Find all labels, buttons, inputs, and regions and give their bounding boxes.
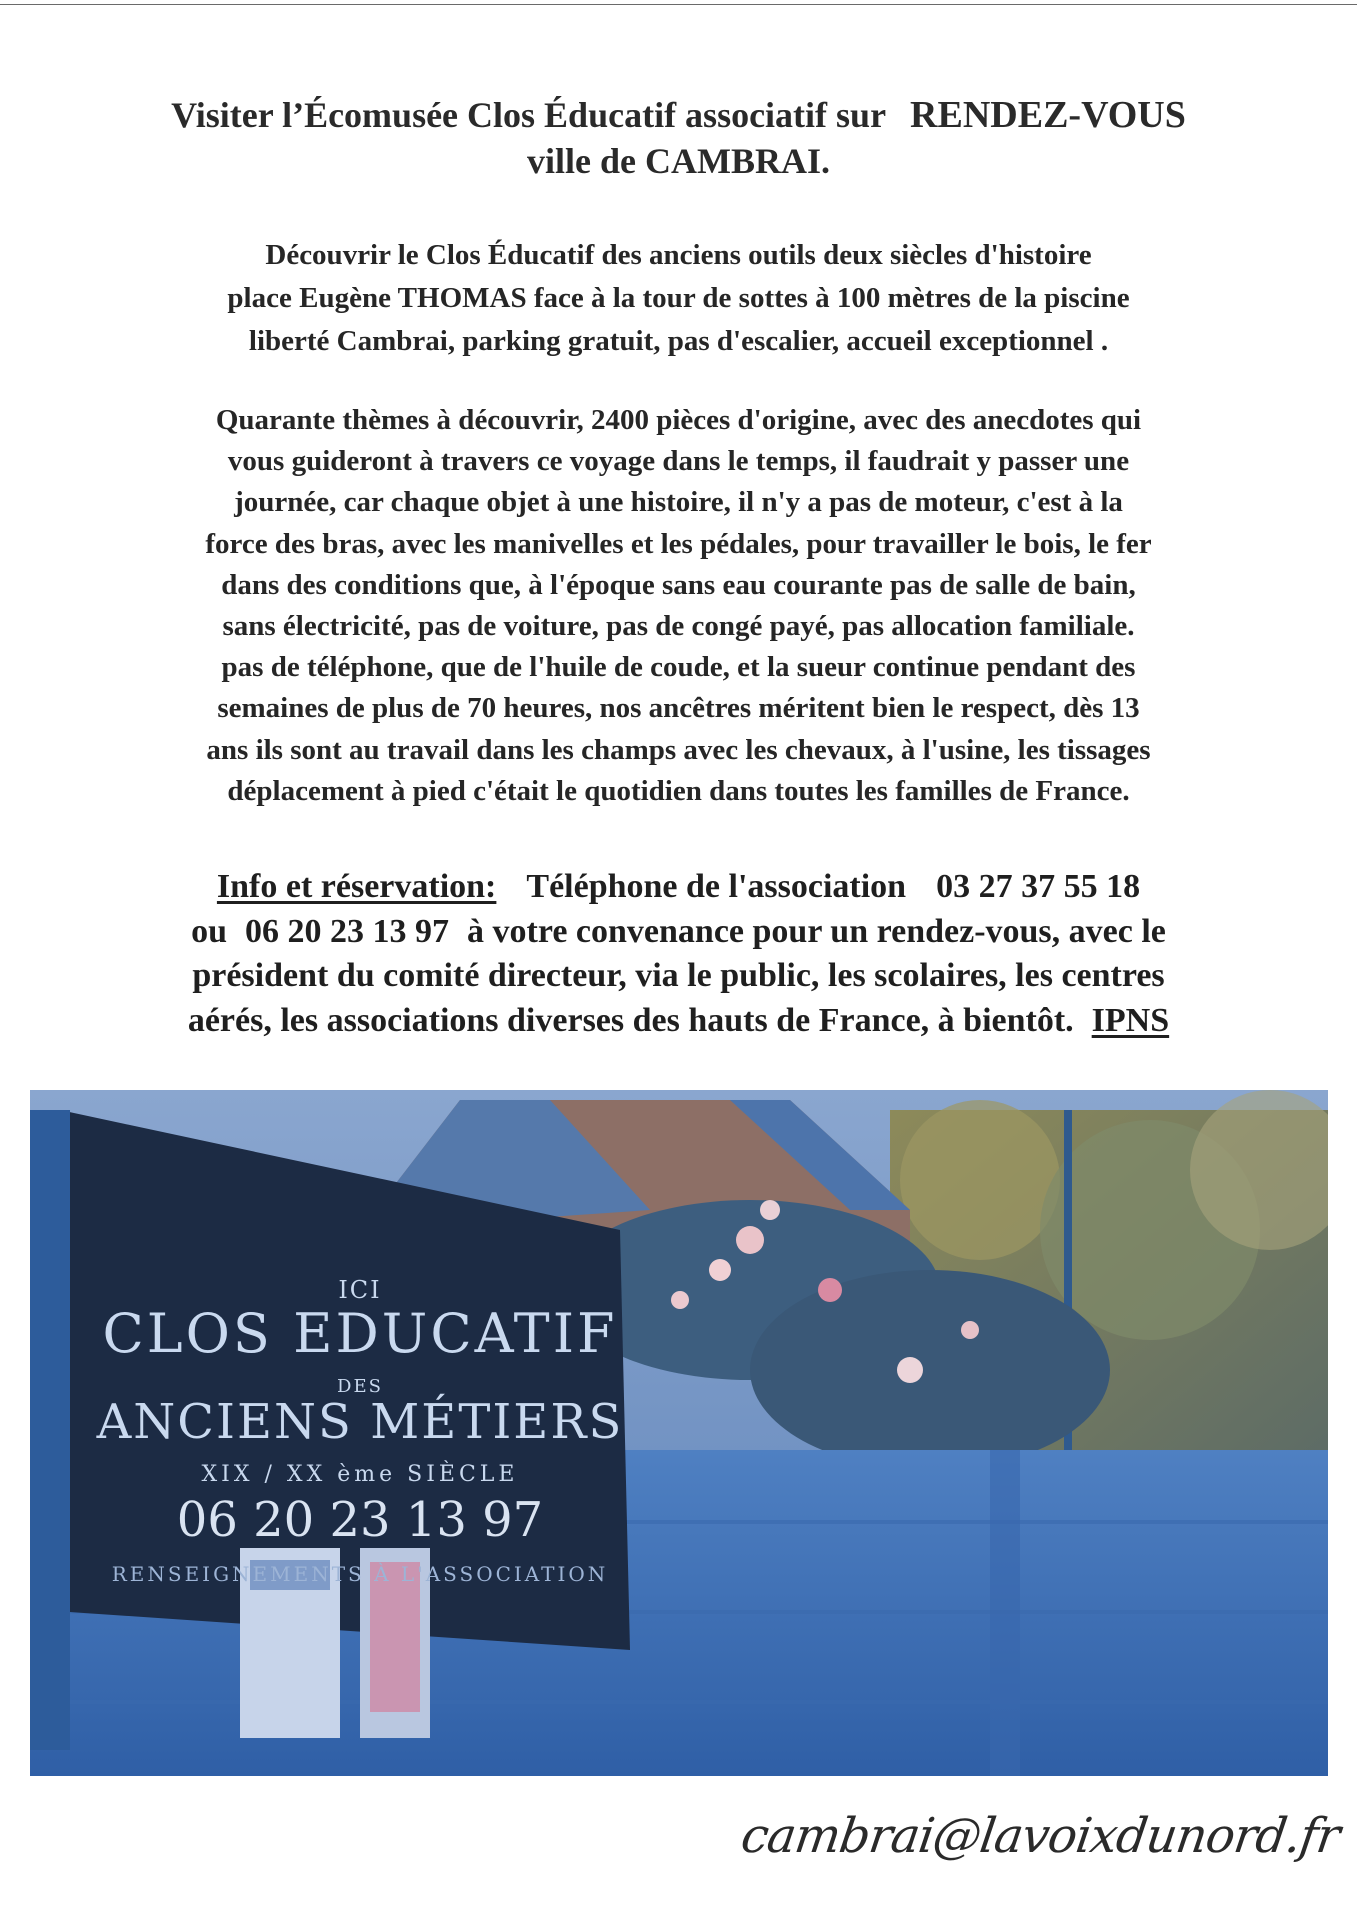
description-line: pas de téléphone, que de l'huile de coude, et la sueur continue pendant des — [221, 651, 1136, 684]
association-phone-label: Téléphone de l'association — [526, 868, 907, 905]
sign-title-line-1: CLOS EDUCATIF — [102, 1302, 618, 1365]
ipns-mark: IPNS — [1091, 1001, 1170, 1039]
description-line: force des bras, avec les manivelles et les pédales, pour travailler le bois, le fer — [205, 527, 1152, 560]
description-line: journée, car chaque objet à une histoire, il n'y a pas de moteur, c'est à la — [234, 486, 1123, 519]
location-line: Découvrir le Clos Éducatif des anciens outils deux siècles d'histoire — [265, 239, 1092, 271]
description-line: dans des conditions que, à l'époque sans eau courante pas de salle de bain, — [221, 568, 1136, 601]
description-paragraph — [60, 400, 1297, 812]
location-paragraph — [60, 234, 1297, 363]
description-line: sans électricité, pas de voiture, pas de congé payé, pas allocation familiale. — [222, 610, 1135, 643]
handwritten-email: cambrai@lavoixdunord.fr — [737, 1808, 1343, 1864]
info-line-3: président du comité directeur, via le public, les scolaires, les centres — [192, 957, 1165, 994]
reservation-info — [60, 865, 1297, 1043]
title-line-1 — [60, 92, 1297, 138]
scan-top-edge — [0, 4, 1357, 5]
sign-century: XIX / XX ème SIÈCLE — [201, 1462, 519, 1487]
title-rendezvous: RENDEZ-VOUS — [910, 94, 1186, 136]
museum-sign — [60, 1244, 660, 1664]
sign-title-line-2: ANCIENS MÉTIERS — [96, 1394, 624, 1450]
sign-ici: ICI — [338, 1276, 382, 1304]
location-line: place Eugène THOMAS face à la tour de sottes à 100 mètres de la piscine — [227, 282, 1130, 314]
mobile-phone-number: 06 20 23 13 97 — [245, 912, 450, 950]
info-or: ou — [191, 912, 228, 950]
museum-sign-photo — [30, 1090, 1328, 1776]
location-line: liberté Cambrai, parking gratuit, pas d'escalier, accueil exceptionnel . — [248, 325, 1109, 357]
description-line: vous guideront à travers ce voyage dans le temps, il faudrait y passer une — [227, 445, 1130, 478]
info-line-2-text: à votre convenance pour un rendez-vous, avec le — [467, 912, 1166, 950]
description-line: ans ils sont au travail dans les champs avec les chevaux, à l'usine, les tissages — [206, 733, 1151, 766]
sign-des: DES — [337, 1376, 383, 1397]
sign-info: RENSEIGNEMENTS À L'ASSOCIATION — [111, 1562, 609, 1586]
info-line-2 — [60, 910, 1297, 955]
info-label: Info et réservation: — [216, 868, 497, 905]
info-line-4 — [60, 999, 1297, 1044]
description-line: semaines de plus de 70 heures, nos ancêtres méritent bien le respect, dès 13 — [217, 692, 1140, 725]
association-phone-number: 03 27 37 55 18 — [936, 868, 1141, 905]
sign-phone: 06 20 23 13 97 — [176, 1492, 544, 1548]
title-visit-text: Visiter l’Écomusée Clos Éducatif associatif sur — [171, 95, 887, 135]
info-line-4-text: aérés, les associations diverses des hauts de France, à bientôt. — [187, 1001, 1074, 1039]
description-line: déplacement à pied c'était le quotidien dans toutes les familles de France. — [227, 774, 1130, 807]
description-line: Quarante thèmes à découvrir, 2400 pièces d'origine, avec des anecdotes qui — [215, 404, 1142, 436]
page-title — [60, 92, 1297, 184]
info-line-1 — [60, 865, 1297, 910]
title-line-2: ville de CAMBRAI. — [527, 141, 830, 181]
